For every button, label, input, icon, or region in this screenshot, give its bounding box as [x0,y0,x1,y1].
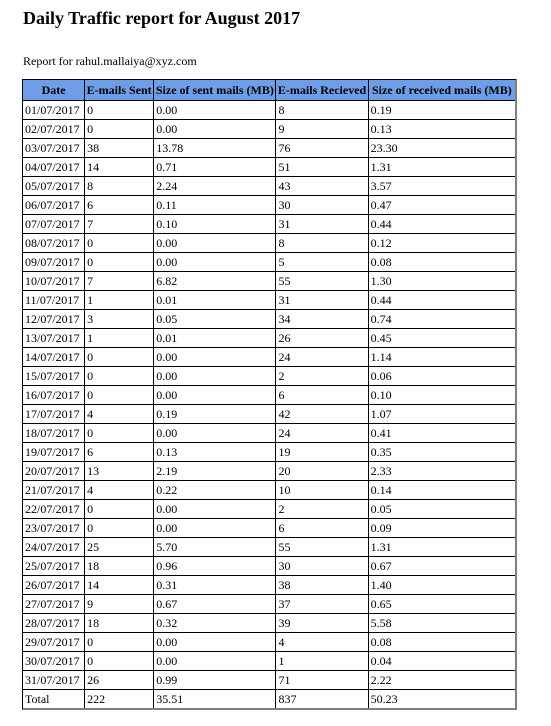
table-row [23,120,515,139]
size-received-cell: 3.57 [369,177,515,196]
size-received-cell: 1.31 [369,538,515,557]
date-cell: 21/07/2017 [23,481,85,500]
emails-sent-cell: 0 [85,101,154,120]
size-sent-cell: 0.10 [154,215,276,234]
size-received-cell: 5.58 [369,614,515,633]
date-cell: 27/07/2017 [23,595,85,614]
emails-received-cell: 6 [276,386,368,405]
table-row [23,196,515,215]
table-row [23,614,515,633]
date-cell: 20/07/2017 [23,462,85,481]
emails-sent-cell: 14 [85,576,154,595]
emails-sent-cell: 1 [85,291,154,310]
date-cell: 25/07/2017 [23,557,85,576]
emails-sent-cell: 0 [85,386,154,405]
emails-sent-cell: 0 [85,500,154,519]
size-sent-cell: 5.70 [154,538,276,557]
date-cell: 02/07/2017 [23,120,85,139]
size-received-cell: 0.35 [369,443,515,462]
size-sent-cell: 0.99 [154,671,276,690]
table-row [23,234,515,253]
emails-sent-cell: 25 [85,538,154,557]
size-sent-cell: 0.00 [154,424,276,443]
size-sent-cell: 0.31 [154,576,276,595]
traffic-table [22,79,517,710]
emails-sent-cell: 26 [85,671,154,690]
emails-received-cell: 38 [276,576,368,595]
table-row [23,557,515,576]
emails-sent-cell: 0 [85,234,154,253]
emails-sent-cell: 6 [85,443,154,462]
table-row [23,139,515,158]
size-received-cell: 0.67 [369,557,515,576]
size-received-cell: 0.45 [369,329,515,348]
table-row [23,576,515,595]
emails-sent-cell: 0 [85,367,154,386]
emails-received-cell: 8 [276,234,368,253]
emails-received-cell: 8 [276,101,368,120]
date-cell: Total [23,690,85,708]
emails-received-cell: 30 [276,557,368,576]
emails-received-cell: 19 [276,443,368,462]
size-sent-cell: 0.13 [154,443,276,462]
emails-sent-cell: 14 [85,158,154,177]
date-cell: 28/07/2017 [23,614,85,633]
table-row [23,158,515,177]
size-sent-cell: 0.32 [154,614,276,633]
emails-received-cell: 31 [276,291,368,310]
header-emails-sent: E-mails Sent [85,80,154,101]
table-row [23,443,515,462]
table-row [23,348,515,367]
date-cell: 09/07/2017 [23,253,85,272]
size-received-cell: 0.09 [369,519,515,538]
header-date: Date [23,80,85,101]
size-sent-cell: 0.00 [154,253,276,272]
date-cell: 11/07/2017 [23,291,85,310]
date-cell: 18/07/2017 [23,424,85,443]
size-sent-cell: 0.00 [154,519,276,538]
emails-sent-cell: 9 [85,595,154,614]
date-cell: 07/07/2017 [23,215,85,234]
emails-received-cell: 31 [276,215,368,234]
table-row [23,519,515,538]
emails-sent-cell: 18 [85,614,154,633]
table-row [23,462,515,481]
emails-sent-cell: 18 [85,557,154,576]
table-row [23,538,515,557]
size-received-cell: 0.44 [369,291,515,310]
table-row [23,310,515,329]
report-subtitle: Report for rahul.mallaiya@xyz.com [23,54,197,68]
date-cell: 04/07/2017 [23,158,85,177]
table-row [23,215,515,234]
table-row [23,291,515,310]
size-received-cell: 0.44 [369,215,515,234]
size-received-cell: 50.23 [370,692,398,706]
emails-received-cell: 55 [276,538,368,557]
emails-sent-cell: 3 [85,310,154,329]
size-received-cell: 0.14 [369,481,515,500]
emails-received-cell: 34 [276,310,368,329]
size-sent-cell: 0.00 [154,348,276,367]
emails-sent-cell: 222 [85,690,154,708]
size-sent-cell: 0.19 [154,405,276,424]
size-received-cell: 0.05 [369,500,515,519]
size-sent-cell: 0.00 [154,101,276,120]
date-cell: 23/07/2017 [23,519,85,538]
table-row [23,500,515,519]
emails-received-cell: 20 [276,462,368,481]
size-received-cell: 0.10 [369,386,515,405]
emails-sent-cell: 0 [85,348,154,367]
table-row [23,481,515,500]
emails-sent-cell: 0 [85,120,154,139]
size-sent-cell: 0.00 [154,386,276,405]
size-received-cell: 0.04 [369,652,515,671]
date-cell: 08/07/2017 [23,234,85,253]
table-row [23,671,515,690]
size-sent-cell: 0.00 [154,500,276,519]
size-sent-cell: 6.82 [154,272,276,291]
emails-received-cell: 51 [276,158,368,177]
table-row [23,272,515,291]
table-row [23,405,515,424]
emails-sent-cell: 0 [85,424,154,443]
size-sent-cell: 0.00 [154,652,276,671]
table-header [23,80,515,101]
date-cell: 31/07/2017 [23,671,85,690]
date-cell: 14/07/2017 [23,348,85,367]
table-row [23,386,515,405]
date-cell: 13/07/2017 [23,329,85,348]
size-received-cell: 2.22 [369,671,515,690]
size-sent-cell: 0.01 [154,329,276,348]
size-sent-cell: 0.01 [154,291,276,310]
emails-received-cell: 2 [276,500,368,519]
size-sent-cell: 0.00 [154,367,276,386]
emails-sent-cell: 38 [85,139,154,158]
emails-sent-cell: 8 [85,177,154,196]
date-cell: 10/07/2017 [23,272,85,291]
emails-received-cell: 39 [276,614,368,633]
date-cell: 30/07/2017 [23,652,85,671]
size-received-cell: 0.74 [369,310,515,329]
emails-received-cell: 2 [276,367,368,386]
emails-received-cell: 4 [276,633,368,652]
emails-sent-cell: 0 [85,253,154,272]
emails-received-cell: 55 [276,272,368,291]
size-received-cell: 1.30 [369,272,515,291]
date-cell: 17/07/2017 [23,405,85,424]
date-cell: 05/07/2017 [23,177,85,196]
size-received-cell: 23.30 [369,139,515,158]
size-received-cell: 0.12 [369,234,515,253]
date-cell: 01/07/2017 [23,101,85,120]
emails-sent-cell: 6 [85,196,154,215]
header-size-sent: Size of sent mails (MB) [154,80,276,101]
date-cell: 16/07/2017 [23,386,85,405]
emails-sent-cell: 4 [85,481,154,500]
table-row [23,177,515,196]
table-body [23,101,515,708]
size-sent-cell: 0.00 [154,234,276,253]
size-sent-cell: 0.05 [154,310,276,329]
emails-sent-cell: 4 [85,405,154,424]
emails-received-cell: 9 [276,120,368,139]
size-sent-cell: 0.11 [154,196,276,215]
size-received-cell: 0.19 [369,101,515,120]
emails-sent-cell: 0 [85,519,154,538]
emails-received-cell: 24 [276,348,368,367]
report-title: Daily Traffic report for August 2017 [23,8,301,28]
emails-sent-cell: 0 [85,633,154,652]
header-size-received: Size of received mails (MB) [369,80,515,101]
emails-received-cell: 6 [276,519,368,538]
table-row [23,633,515,652]
date-cell: 06/07/2017 [23,196,85,215]
size-sent-cell: 0.96 [154,557,276,576]
size-received-cell: 0.47 [369,196,515,215]
date-cell: 19/07/2017 [23,443,85,462]
emails-received-cell: 43 [276,177,368,196]
size-sent-cell: 0.22 [154,481,276,500]
size-received-cell: 2.33 [369,462,515,481]
size-sent-cell: 2.19 [154,462,276,481]
emails-sent-cell: 1 [85,329,154,348]
date-cell: 12/07/2017 [23,310,85,329]
emails-received-cell: 37 [276,595,368,614]
header-emails-received: E-mails Recieved [276,80,368,101]
size-received-cell: 0.06 [369,367,515,386]
date-cell: 15/07/2017 [23,367,85,386]
emails-sent-cell: 0 [85,652,154,671]
emails-sent-cell: 7 [85,272,154,291]
emails-sent-cell: 7 [85,215,154,234]
size-sent-cell: 0.71 [154,158,276,177]
emails-received-cell: 5 [276,253,368,272]
size-received-cell: 0.13 [369,120,515,139]
size-sent-cell: 0.00 [154,633,276,652]
emails-sent-cell: 13 [85,462,154,481]
table-row [23,329,515,348]
emails-received-cell: 30 [276,196,368,215]
size-received-cell: 1.31 [369,158,515,177]
date-cell: 26/07/2017 [23,576,85,595]
table-row [23,367,515,386]
size-received-cell: 1.07 [369,405,515,424]
table-row [23,424,515,443]
size-sent-cell: 2.24 [154,177,276,196]
size-sent-cell: 0.67 [154,595,276,614]
total-row [23,690,515,708]
size-sent-cell: 13.78 [154,139,276,158]
emails-received-cell: 71 [276,671,368,690]
emails-received-cell: 24 [276,424,368,443]
header-row [23,80,515,101]
emails-received-cell: 42 [276,405,368,424]
size-sent-cell: 35.51 [154,690,276,708]
size-received-cell: 0.08 [369,253,515,272]
size-sent-cell: 0.00 [154,120,276,139]
size-received-cell: 0.08 [369,633,515,652]
emails-received-cell: 837 [276,690,368,708]
size-received-cell: 1.14 [369,348,515,367]
table-row [23,652,515,671]
size-received-cell: 1.40 [369,576,515,595]
date-cell: 29/07/2017 [23,633,85,652]
emails-received-cell: 26 [276,329,368,348]
emails-received-cell: 1 [276,652,368,671]
size-received-cell: 0.41 [369,424,515,443]
date-cell: 24/07/2017 [23,538,85,557]
emails-received-cell: 10 [276,481,368,500]
date-cell: 22/07/2017 [23,500,85,519]
emails-received-cell: 76 [276,139,368,158]
table-row [23,253,515,272]
size-received-cell: 0.65 [369,595,515,614]
date-cell: 03/07/2017 [23,139,85,158]
table-row [23,101,515,120]
table-row [23,595,515,614]
